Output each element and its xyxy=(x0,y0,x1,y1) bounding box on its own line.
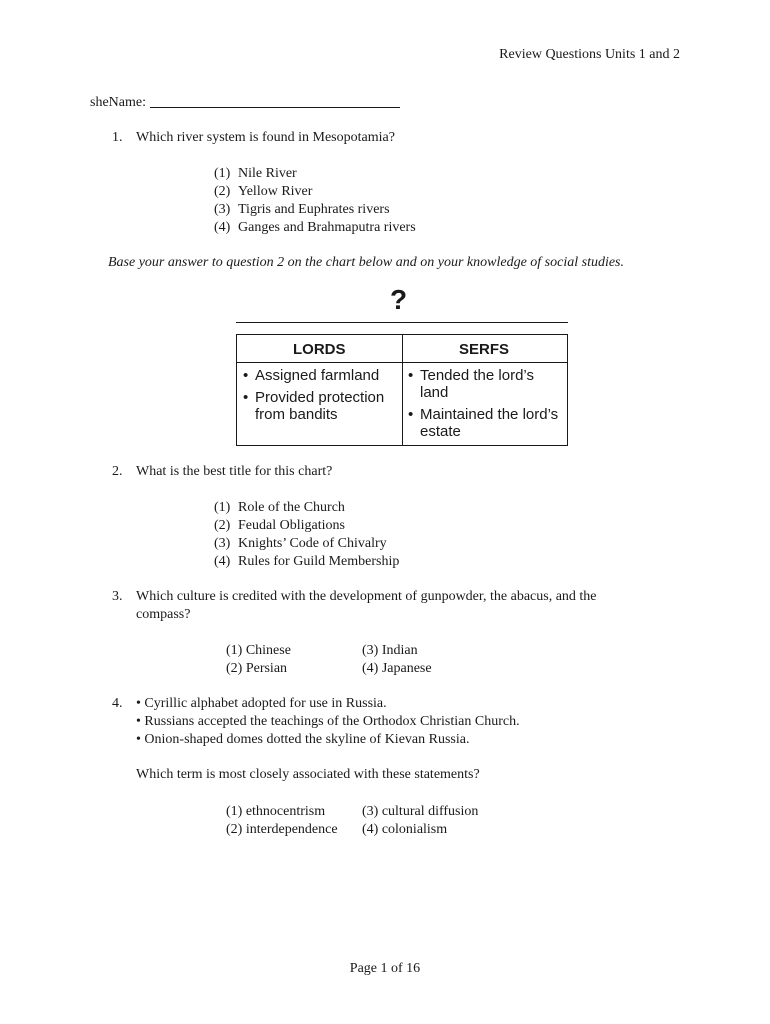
chart-table xyxy=(236,334,568,446)
serfs-list xyxy=(408,367,564,445)
chart-title: ? xyxy=(390,284,408,315)
question-text: Which term is most closely associated with these statements? xyxy=(136,767,480,782)
name-blank-line xyxy=(150,93,400,108)
answer-option: (2) Yellow River xyxy=(214,184,313,199)
name-field xyxy=(90,93,400,111)
answer-option: (3) Indian xyxy=(362,643,418,658)
answer-options xyxy=(214,499,399,571)
question-number: 4. xyxy=(112,696,123,711)
answer-option: (4) Rules for Guild Membership xyxy=(214,554,400,569)
answer-option: (2) Feudal Obligations xyxy=(214,518,345,533)
serfs-item: • Maintained the lord’s estate xyxy=(408,406,559,440)
answer-options xyxy=(226,642,432,678)
document-header: Review Questions Units 1 and 2 xyxy=(499,47,680,62)
statement: • Onion-shaped domes dotted the skyline of Kievan Russia. xyxy=(136,732,470,747)
page-number: Page 1 of 16 xyxy=(349,961,421,976)
lords-item: • Provided protection from bandits xyxy=(243,389,385,423)
statement: • Cyrillic alphabet adopted for use in Russia. xyxy=(136,696,387,711)
lords-item: • Assigned farmland xyxy=(243,367,380,384)
question-text-line-1: Which culture is credited with the development of gunpowder, the abacus, and the xyxy=(136,589,597,604)
chart-title-rule xyxy=(236,322,568,323)
header-divider xyxy=(237,362,567,363)
answer-option: (4) Ganges and Brahmaputra rivers xyxy=(214,220,416,235)
answer-options xyxy=(214,165,416,237)
answer-option: (4) colonialism xyxy=(362,822,448,837)
question-number: 2. xyxy=(112,464,123,479)
answer-option: (2) interdependence xyxy=(226,822,338,837)
instruction-note: Base your answer to question 2 on the chart below and on your knowledge of social studies. xyxy=(108,255,625,270)
answer-option: (3) Knights’ Code of Chivalry xyxy=(214,536,387,551)
question-number: 3. xyxy=(112,589,123,604)
answer-option: (1) ethnocentrism xyxy=(226,804,326,819)
answer-option: (4) Japanese xyxy=(362,661,432,676)
serfs-item: • Tended the lord’s land xyxy=(408,367,534,401)
question-text-line-2: compass? xyxy=(136,607,191,622)
answer-option: (2) Persian xyxy=(226,661,288,676)
statement: • Russians accepted the teachings of the Orthodox Christian Church. xyxy=(136,714,520,729)
lords-header: LORDS xyxy=(293,341,346,358)
feudal-chart xyxy=(234,284,568,447)
question-text: What is the best title for this chart? xyxy=(136,464,333,479)
answer-option: (1) Nile River xyxy=(214,166,297,181)
answer-option: (1) Role of the Church xyxy=(214,500,345,515)
lords-list xyxy=(243,367,399,428)
question-text: Which river system is found in Mesopotamia? xyxy=(136,130,395,145)
column-divider xyxy=(402,335,403,445)
answer-option: (3) cultural diffusion xyxy=(362,804,479,819)
answer-options xyxy=(226,803,478,839)
answer-option: (1) Chinese xyxy=(226,643,291,658)
name-label: sheName: xyxy=(90,95,146,110)
serfs-header: SERFS xyxy=(459,341,510,358)
question-number: 1. xyxy=(112,130,123,145)
answer-option: (3) Tigris and Euphrates rivers xyxy=(214,202,390,217)
